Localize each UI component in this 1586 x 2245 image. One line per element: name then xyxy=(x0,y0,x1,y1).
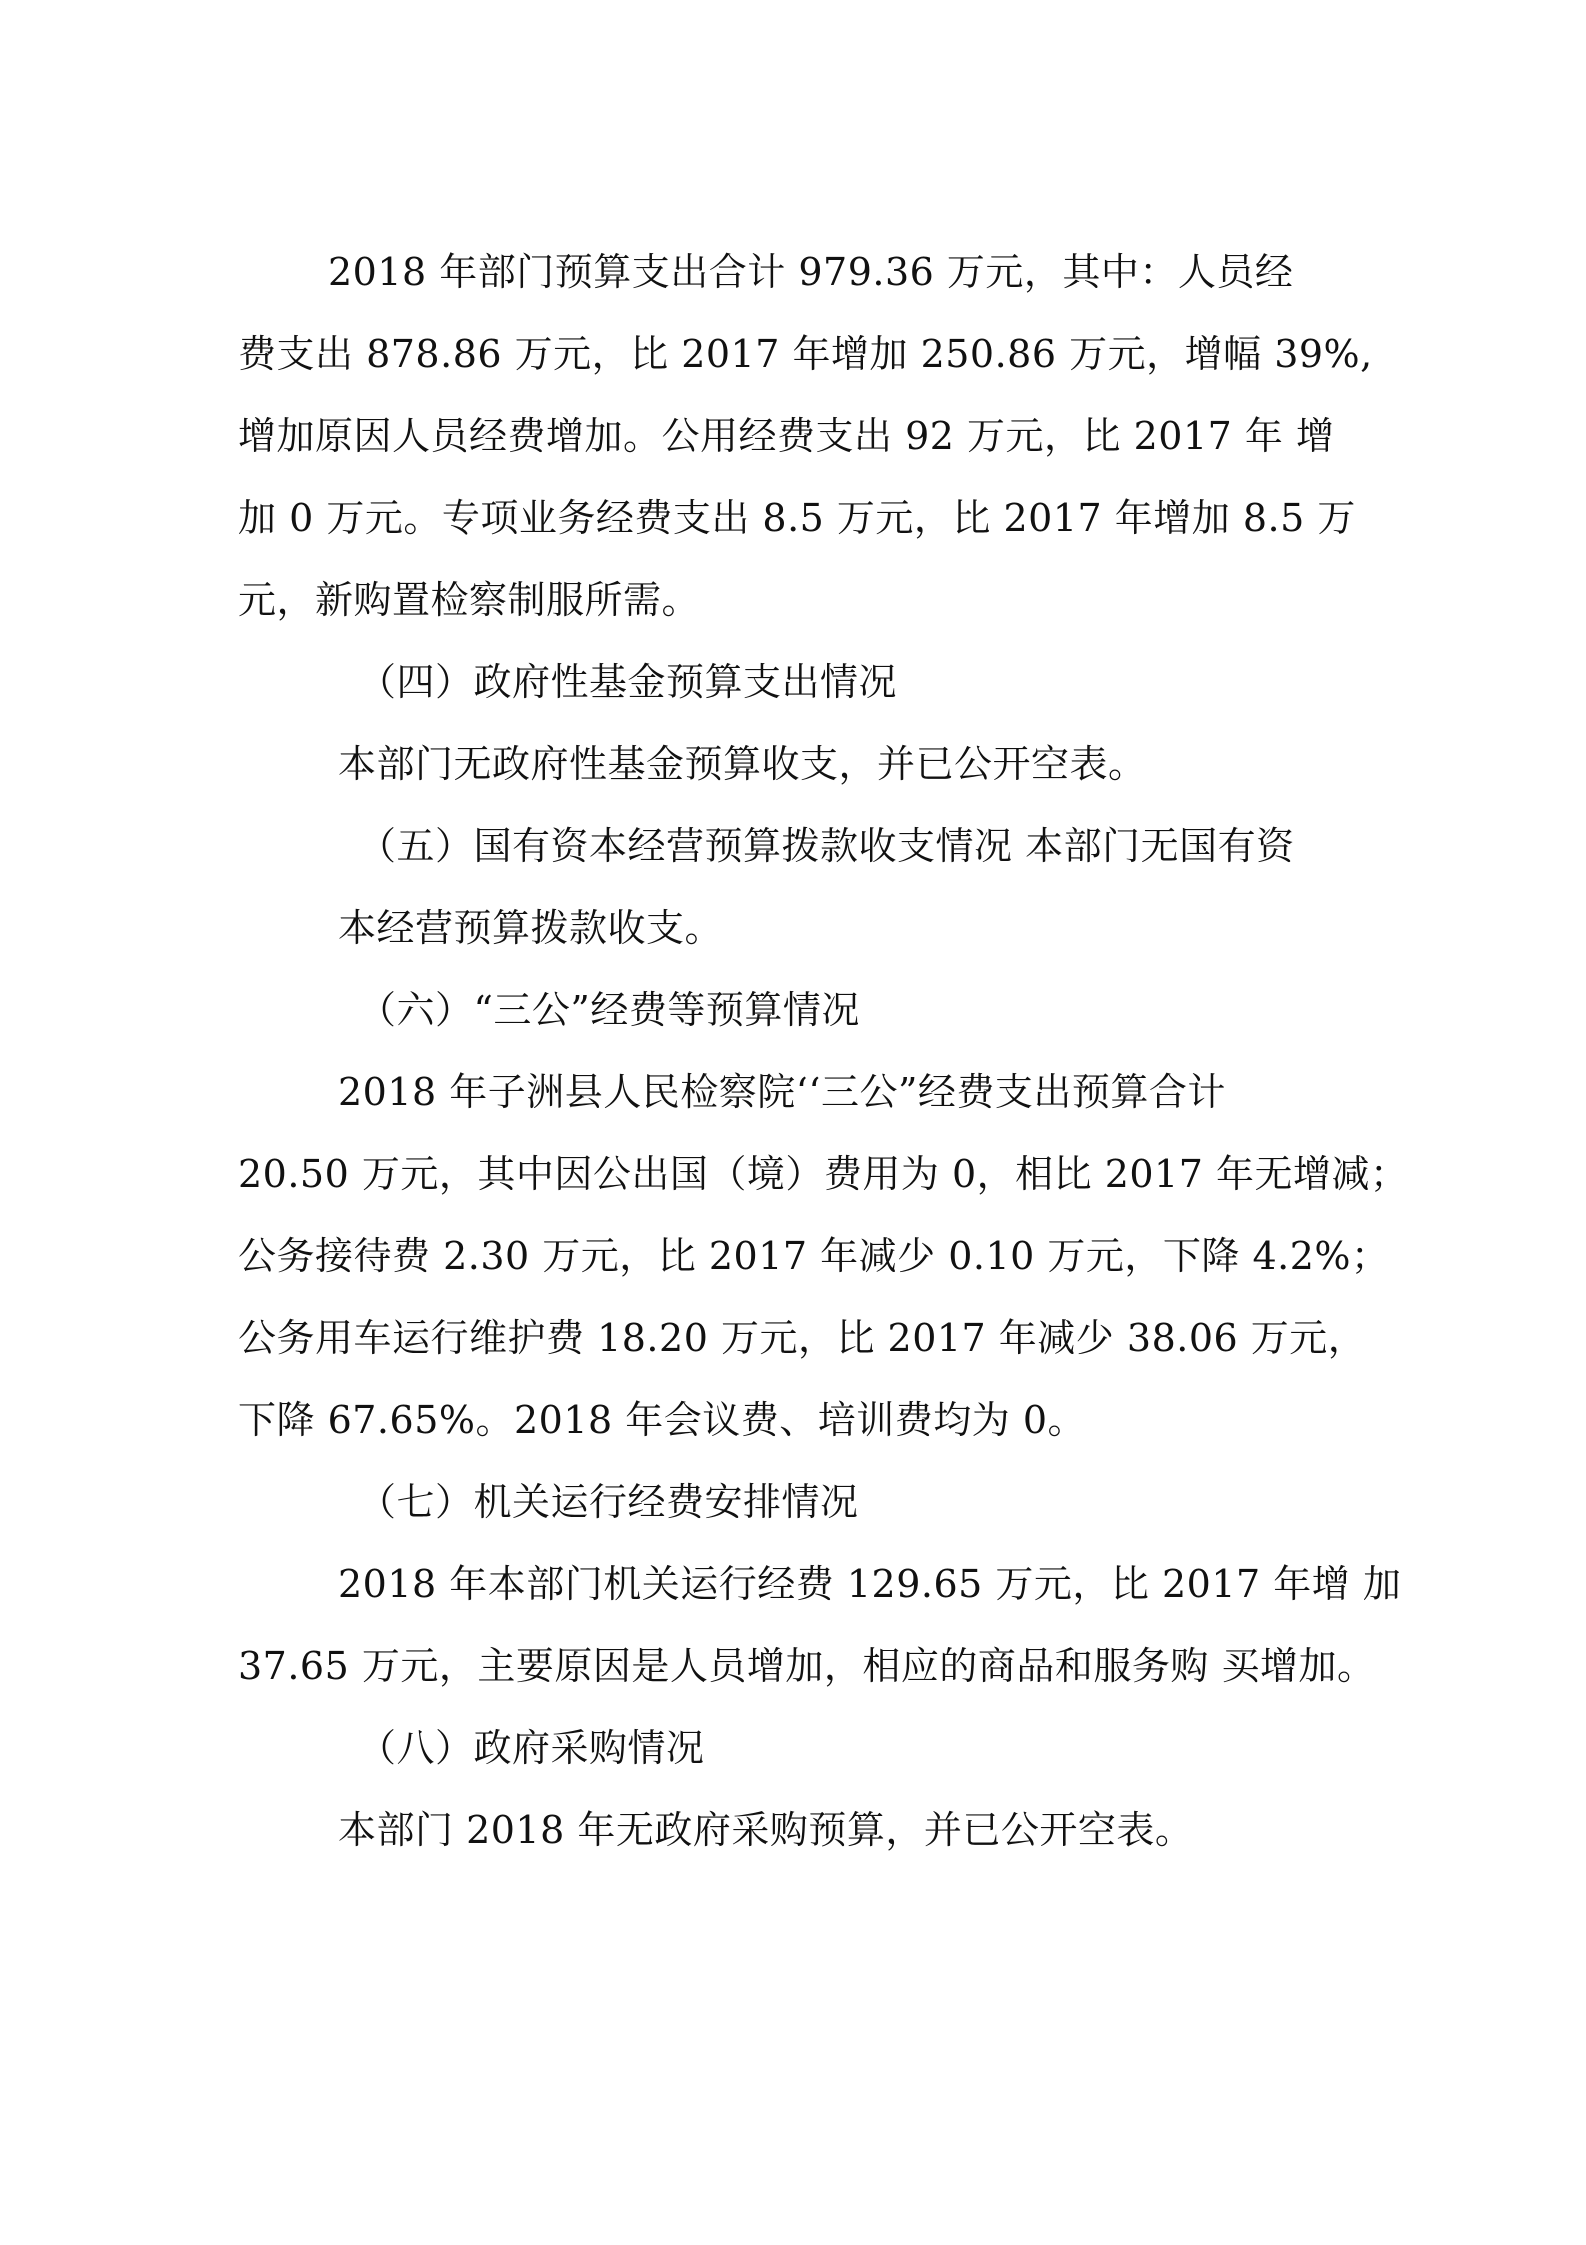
section-heading-5: （五）国有资本经营预算拨款收支情况 本部门无国有资 xyxy=(358,824,1295,868)
section-heading-8: （八）政府采购情况 xyxy=(358,1726,705,1770)
paragraph-three-public-line-4: 公务用车运行维护费 18.20 万元，比 2017 年减少 38.06 万元， xyxy=(238,1316,1367,1360)
paragraph-three-public-line-3: 公务接待费 2.30 万元，比 2017 年减少 0.10 万元，下降 4.2%； xyxy=(238,1234,1390,1278)
paragraph-government-fund: 本部门无政府性基金预算收支，并已公开空表。 xyxy=(338,742,1147,786)
paragraph-state-capital-line-2: 本经营预算拨款收支。 xyxy=(338,906,724,950)
paragraph-budget-total-line-3: 增加原因人员经费增加。公用经费支出 92 万元，比 2017 年 增 xyxy=(238,414,1335,458)
paragraph-three-public-line-2: 20.50 万元，其中因公出国（境）费用为 0，相比 2017 年无增减； xyxy=(238,1152,1409,1196)
paragraph-three-public-line-1: 2018 年子洲县人民检察院‘‘三公”经费支出预算合计 xyxy=(338,1070,1226,1114)
section-heading-7: （七）机关运行经费安排情况 xyxy=(358,1480,859,1524)
paragraph-operating-cost-line-1: 2018 年本部门机关运行经费 129.65 万元，比 2017 年增 加 xyxy=(338,1562,1402,1606)
paragraph-budget-total-line-4: 加 0 万元。专项业务经费支出 8.5 万元，比 2017 年增加 8.5 万 xyxy=(238,496,1356,540)
paragraph-three-public-line-5: 下降 67.65%。2018 年会议费、培训费均为 0。 xyxy=(238,1398,1087,1442)
paragraph-budget-total-line-1: 2018 年部门预算支出合计 979.36 万元，其中：人员经 xyxy=(328,250,1294,294)
paragraph-operating-cost-line-2: 37.65 万元，主要原因是人员增加，相应的商品和服务购 买增加。 xyxy=(238,1644,1376,1688)
paragraph-budget-total-line-2: 费支出 878.86 万元，比 2017 年增加 250.86 万元，增幅 39%, xyxy=(238,332,1373,376)
section-heading-6: （六）“三公”经费等预算情况 xyxy=(358,988,860,1032)
paragraph-budget-total-line-5: 元，新购置检察制服所需。 xyxy=(238,578,701,622)
paragraph-procurement: 本部门 2018 年无政府采购预算，并已公开空表。 xyxy=(338,1808,1194,1852)
section-heading-4: （四）政府性基金预算支出情况 xyxy=(358,660,898,704)
